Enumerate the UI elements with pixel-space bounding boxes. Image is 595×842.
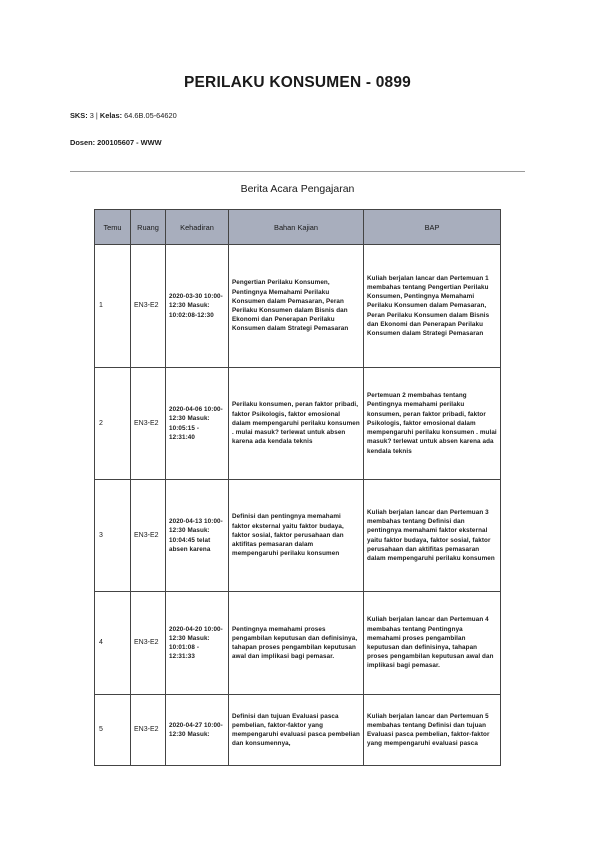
section-title: Berita Acara Pengajaran: [240, 183, 355, 195]
kelas-value: 64.6B.05-64620: [124, 111, 177, 120]
cell-bahan-kajian: Definisi dan tujuan Evaluasi pasca pembelian, faktor-faktor yang mempengaruhi evaluasi pasca pembelian dan konsumennya,: [229, 695, 364, 766]
cell-temu: 1: [95, 245, 131, 368]
cell-kehadiran: 2020-03-30 10:00-12:30 Masuk: 10:02:08-12:30: [166, 245, 229, 368]
cell-kehadiran: 2020-04-13 10:00-12:30 Masuk: 10:04:45 telat absen karena: [166, 480, 229, 592]
cell-bahan-kajian: Definisi dan pentingnya memahami faktor eksternal yaitu faktor budaya, faktor sosial, faktor perusahaan dan aktifitas pemasaran dalam mempengaruhi perilaku konsumen: [229, 480, 364, 592]
cell-ruang: EN3-E2: [131, 480, 166, 592]
table-row: [95, 368, 501, 480]
cell-kehadiran: 2020-04-27 10:00-12:30 Masuk:: [166, 695, 229, 766]
cell-bap: Kuliah berjalan lancar dan Pertemuan 4 membahas tentang Pentingnya memahami proses pengambilan keputusan dan definisinya, tahapan proses pengambilan keputusan awal dan implikasi bagi pemasar.: [364, 592, 501, 695]
header-temu: Temu: [95, 210, 131, 245]
cell-ruang: EN3-E2: [131, 592, 166, 695]
header-bap: BAP: [364, 210, 501, 245]
cell-ruang: EN3-E2: [131, 695, 166, 766]
lecturer-info: [70, 138, 162, 147]
table-row: [95, 480, 501, 592]
table-row: [95, 592, 501, 695]
cell-bap: Kuliah berjalan lancar dan Pertemuan 3 membahas tentang Definisi dan pentingnya memahami faktor eksternal yaitu faktor budaya, faktor sosial, faktor perusahaan dan aktifitas pemasaran dalam mempengaruhi perilaku konsumen: [364, 480, 501, 592]
header-ruang: Ruang: [131, 210, 166, 245]
header-kehadiran: Kehadiran: [166, 210, 229, 245]
table-header-row: [95, 210, 501, 245]
dosen-label: Dosen:: [70, 138, 96, 147]
sks-label: SKS:: [70, 111, 88, 120]
cell-ruang: EN3-E2: [131, 245, 166, 368]
cell-bahan-kajian: Pentingnya memahami proses pengambilan keputusan dan definisinya, tahapan proses pengambilan keputusan awal dan implikasi bagi pemasar.: [229, 592, 364, 695]
cell-kehadiran: 2020-04-20 10:00-12:30 Masuk: 10:01:08 - 12:31:33: [166, 592, 229, 695]
cell-bahan-kajian: Pengertian Perilaku Konsumen, Pentingnya Memahami Perilaku Konsumen dalam Pemasaran, Peran Perilaku Konsumen dalam Bisnis dan Ekonomi dan Penerapan Perilaku Konsumen dalam Strategi Pemasaran: [229, 245, 364, 368]
cell-bap: Kuliah berjalan lancar dan Pertemuan 1 membahas tentang Pengertian Perilaku Konsumen, Pentingnya Memahami Perilaku Konsumen dalam Pemasaran, Peran Perilaku Konsumen dalam Bisnis dan Ekonomi dan Penerapan Perilaku Konsumen dalam Strategi Pemasaran: [364, 245, 501, 368]
document-title: PERILAKU KONSUMEN - 0899: [183, 74, 411, 91]
class-info: [70, 111, 177, 120]
dosen-value: 200105607 - WWW: [97, 138, 162, 147]
cell-ruang: EN3-E2: [131, 368, 166, 480]
header-bahan-kajian: Bahan Kajian: [229, 210, 364, 245]
table-row: [95, 695, 501, 766]
cell-temu: 2: [95, 368, 131, 480]
cell-temu: 5: [95, 695, 131, 766]
cell-bahan-kajian: Perilaku konsumen, peran faktor pribadi, faktor Psikologis, faktor emosional dalam mempengaruhi perilaku konsumen . mulai masuk? terlewat untuk absen karena ada kendala teknis: [229, 368, 364, 480]
cell-temu: 4: [95, 592, 131, 695]
sks-value: 3 |: [89, 111, 100, 120]
cell-kehadiran: 2020-04-06 10:00-12:30 Masuk: 10:05:15 - 12:31:40: [166, 368, 229, 480]
cell-bap: Kuliah berjalan lancar dan Pertemuan 5 membahas tentang Definisi dan tujuan Evaluasi pasca pembelian, faktor-faktor yang mempengaruhi evaluasi pasca: [364, 695, 501, 766]
cell-temu: 3: [95, 480, 131, 592]
divider: [70, 171, 525, 172]
kelas-label: Kelas:: [99, 111, 123, 120]
teaching-record-table: [94, 209, 501, 766]
table-row: [95, 245, 501, 368]
cell-bap: Pertemuan 2 membahas tentang Pentingnya memahami perilaku konsumen, peran faktor pribadi, faktor Psikologis, faktor emosional dalam mempengaruhi perilaku konsumen . mulai masuk? terlewat untuk absen karena ada kendala teknis: [364, 368, 501, 480]
